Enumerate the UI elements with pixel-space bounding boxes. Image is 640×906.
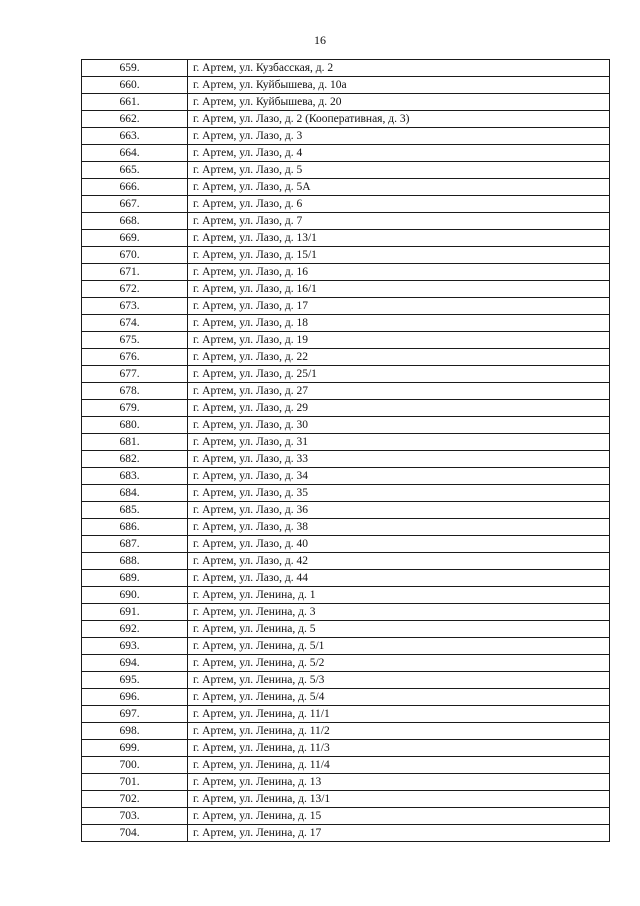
table-row xyxy=(82,315,610,332)
row-number-cell: 693. xyxy=(82,638,188,655)
address-cell: г. Артем, ул. Ленина, д. 5/3 xyxy=(188,672,610,689)
row-number-cell: 678. xyxy=(82,383,188,400)
address-table xyxy=(81,59,610,842)
row-number-cell: 677. xyxy=(82,366,188,383)
address-cell: г. Артем, ул. Ленина, д. 17 xyxy=(188,825,610,842)
table-row xyxy=(82,281,610,298)
row-number-cell: 685. xyxy=(82,502,188,519)
table-row xyxy=(82,570,610,587)
row-number-cell: 701. xyxy=(82,774,188,791)
address-cell: г. Артем, ул. Ленина, д. 11/1 xyxy=(188,706,610,723)
table-row xyxy=(82,145,610,162)
row-number-cell: 697. xyxy=(82,706,188,723)
address-cell: г. Артем, ул. Лазо, д. 6 xyxy=(188,196,610,213)
row-number-cell: 675. xyxy=(82,332,188,349)
row-number-cell: 684. xyxy=(82,485,188,502)
address-cell: г. Артем, ул. Ленина, д. 3 xyxy=(188,604,610,621)
table-row xyxy=(82,757,610,774)
address-table-body xyxy=(82,60,610,842)
row-number-cell: 689. xyxy=(82,570,188,587)
address-cell: г. Артем, ул. Лазо, д. 18 xyxy=(188,315,610,332)
row-number-cell: 700. xyxy=(82,757,188,774)
address-cell: г. Артем, ул. Ленина, д. 5/2 xyxy=(188,655,610,672)
row-number-cell: 696. xyxy=(82,689,188,706)
row-number-cell: 680. xyxy=(82,417,188,434)
address-cell: г. Артем, ул. Кузбасская, д. 2 xyxy=(188,60,610,77)
address-cell: г. Артем, ул. Лазо, д. 30 xyxy=(188,417,610,434)
row-number-cell: 687. xyxy=(82,536,188,553)
row-number-cell: 698. xyxy=(82,723,188,740)
address-cell: г. Артем, ул. Ленина, д. 5 xyxy=(188,621,610,638)
table-row xyxy=(82,417,610,434)
table-row xyxy=(82,94,610,111)
address-cell: г. Артем, ул. Лазо, д. 7 xyxy=(188,213,610,230)
address-cell: г. Артем, ул. Лазо, д. 35 xyxy=(188,485,610,502)
table-row xyxy=(82,162,610,179)
table-row xyxy=(82,689,610,706)
table-row xyxy=(82,604,610,621)
address-cell: г. Артем, ул. Лазо, д. 34 xyxy=(188,468,610,485)
row-number-cell: 690. xyxy=(82,587,188,604)
address-cell: г. Артем, ул. Ленина, д. 11/3 xyxy=(188,740,610,757)
row-number-cell: 703. xyxy=(82,808,188,825)
row-number-cell: 694. xyxy=(82,655,188,672)
address-cell: г. Артем, ул. Лазо, д. 5А xyxy=(188,179,610,196)
address-cell: г. Артем, ул. Ленина, д. 11/2 xyxy=(188,723,610,740)
address-cell: г. Артем, ул. Лазо, д. 42 xyxy=(188,553,610,570)
address-cell: г. Артем, ул. Лазо, д. 5 xyxy=(188,162,610,179)
row-number-cell: 683. xyxy=(82,468,188,485)
row-number-cell: 681. xyxy=(82,434,188,451)
table-row xyxy=(82,383,610,400)
table-row xyxy=(82,808,610,825)
row-number-cell: 663. xyxy=(82,128,188,145)
table-row xyxy=(82,706,610,723)
table-row xyxy=(82,213,610,230)
table-row xyxy=(82,723,610,740)
address-cell: г. Артем, ул. Лазо, д. 38 xyxy=(188,519,610,536)
table-row xyxy=(82,77,610,94)
table-row xyxy=(82,774,610,791)
row-number-cell: 661. xyxy=(82,94,188,111)
address-cell: г. Артем, ул. Лазо, д. 22 xyxy=(188,349,610,366)
address-cell: г. Артем, ул. Куйбышева, д. 20 xyxy=(188,94,610,111)
table-row xyxy=(82,400,610,417)
table-row xyxy=(82,451,610,468)
table-row xyxy=(82,196,610,213)
table-row xyxy=(82,621,610,638)
address-cell: г. Артем, ул. Ленина, д. 13/1 xyxy=(188,791,610,808)
row-number-cell: 667. xyxy=(82,196,188,213)
table-row xyxy=(82,111,610,128)
address-cell: г. Артем, ул. Лазо, д. 4 xyxy=(188,145,610,162)
row-number-cell: 695. xyxy=(82,672,188,689)
table-row xyxy=(82,434,610,451)
address-cell: г. Артем, ул. Лазо, д. 16/1 xyxy=(188,281,610,298)
address-cell: г. Артем, ул. Лазо, д. 2 (Кооперативная, д. 3) xyxy=(188,111,610,128)
address-cell: г. Артем, ул. Лазо, д. 25/1 xyxy=(188,366,610,383)
row-number-cell: 699. xyxy=(82,740,188,757)
row-number-cell: 679. xyxy=(82,400,188,417)
row-number-cell: 692. xyxy=(82,621,188,638)
table-row xyxy=(82,332,610,349)
table-row xyxy=(82,553,610,570)
address-cell: г. Артем, ул. Лазо, д. 3 xyxy=(188,128,610,145)
row-number-cell: 673. xyxy=(82,298,188,315)
row-number-cell: 671. xyxy=(82,264,188,281)
address-cell: г. Артем, ул. Ленина, д. 11/4 xyxy=(188,757,610,774)
address-cell: г. Артем, ул. Лазо, д. 33 xyxy=(188,451,610,468)
row-number-cell: 674. xyxy=(82,315,188,332)
table-row xyxy=(82,791,610,808)
table-row xyxy=(82,519,610,536)
address-cell: г. Артем, ул. Ленина, д. 13 xyxy=(188,774,610,791)
table-row xyxy=(82,349,610,366)
address-cell: г. Артем, ул. Ленина, д. 1 xyxy=(188,587,610,604)
row-number-cell: 668. xyxy=(82,213,188,230)
table-row xyxy=(82,298,610,315)
address-cell: г. Артем, ул. Лазо, д. 19 xyxy=(188,332,610,349)
row-number-cell: 670. xyxy=(82,247,188,264)
address-cell: г. Артем, ул. Ленина, д. 5/1 xyxy=(188,638,610,655)
address-cell: г. Артем, ул. Лазо, д. 17 xyxy=(188,298,610,315)
row-number-cell: 666. xyxy=(82,179,188,196)
row-number-cell: 688. xyxy=(82,553,188,570)
row-number-cell: 664. xyxy=(82,145,188,162)
row-number-cell: 669. xyxy=(82,230,188,247)
table-row xyxy=(82,264,610,281)
address-cell: г. Артем, ул. Ленина, д. 15 xyxy=(188,808,610,825)
address-cell: г. Артем, ул. Лазо, д. 29 xyxy=(188,400,610,417)
address-cell: г. Артем, ул. Куйбышева, д. 10а xyxy=(188,77,610,94)
table-row xyxy=(82,638,610,655)
table-row xyxy=(82,60,610,77)
table-row xyxy=(82,247,610,264)
row-number-cell: 691. xyxy=(82,604,188,621)
address-cell: г. Артем, ул. Лазо, д. 27 xyxy=(188,383,610,400)
table-row xyxy=(82,485,610,502)
table-row xyxy=(82,230,610,247)
address-cell: г. Артем, ул. Лазо, д. 13/1 xyxy=(188,230,610,247)
address-cell: г. Артем, ул. Лазо, д. 44 xyxy=(188,570,610,587)
table-row xyxy=(82,179,610,196)
address-cell: г. Артем, ул. Лазо, д. 40 xyxy=(188,536,610,553)
address-cell: г. Артем, ул. Ленина, д. 5/4 xyxy=(188,689,610,706)
table-row xyxy=(82,587,610,604)
address-cell: г. Артем, ул. Лазо, д. 15/1 xyxy=(188,247,610,264)
row-number-cell: 702. xyxy=(82,791,188,808)
address-cell: г. Артем, ул. Лазо, д. 36 xyxy=(188,502,610,519)
table-row xyxy=(82,655,610,672)
row-number-cell: 665. xyxy=(82,162,188,179)
table-row xyxy=(82,468,610,485)
table-row xyxy=(82,672,610,689)
row-number-cell: 659. xyxy=(82,60,188,77)
row-number-cell: 704. xyxy=(82,825,188,842)
row-number-cell: 660. xyxy=(82,77,188,94)
table-row xyxy=(82,536,610,553)
row-number-cell: 686. xyxy=(82,519,188,536)
table-row xyxy=(82,366,610,383)
row-number-cell: 676. xyxy=(82,349,188,366)
table-row xyxy=(82,502,610,519)
address-cell: г. Артем, ул. Лазо, д. 16 xyxy=(188,264,610,281)
row-number-cell: 682. xyxy=(82,451,188,468)
row-number-cell: 672. xyxy=(82,281,188,298)
row-number-cell: 662. xyxy=(82,111,188,128)
table-row xyxy=(82,128,610,145)
table-row xyxy=(82,740,610,757)
page-number: 16 xyxy=(314,33,326,47)
address-cell: г. Артем, ул. Лазо, д. 31 xyxy=(188,434,610,451)
table-row xyxy=(82,825,610,842)
